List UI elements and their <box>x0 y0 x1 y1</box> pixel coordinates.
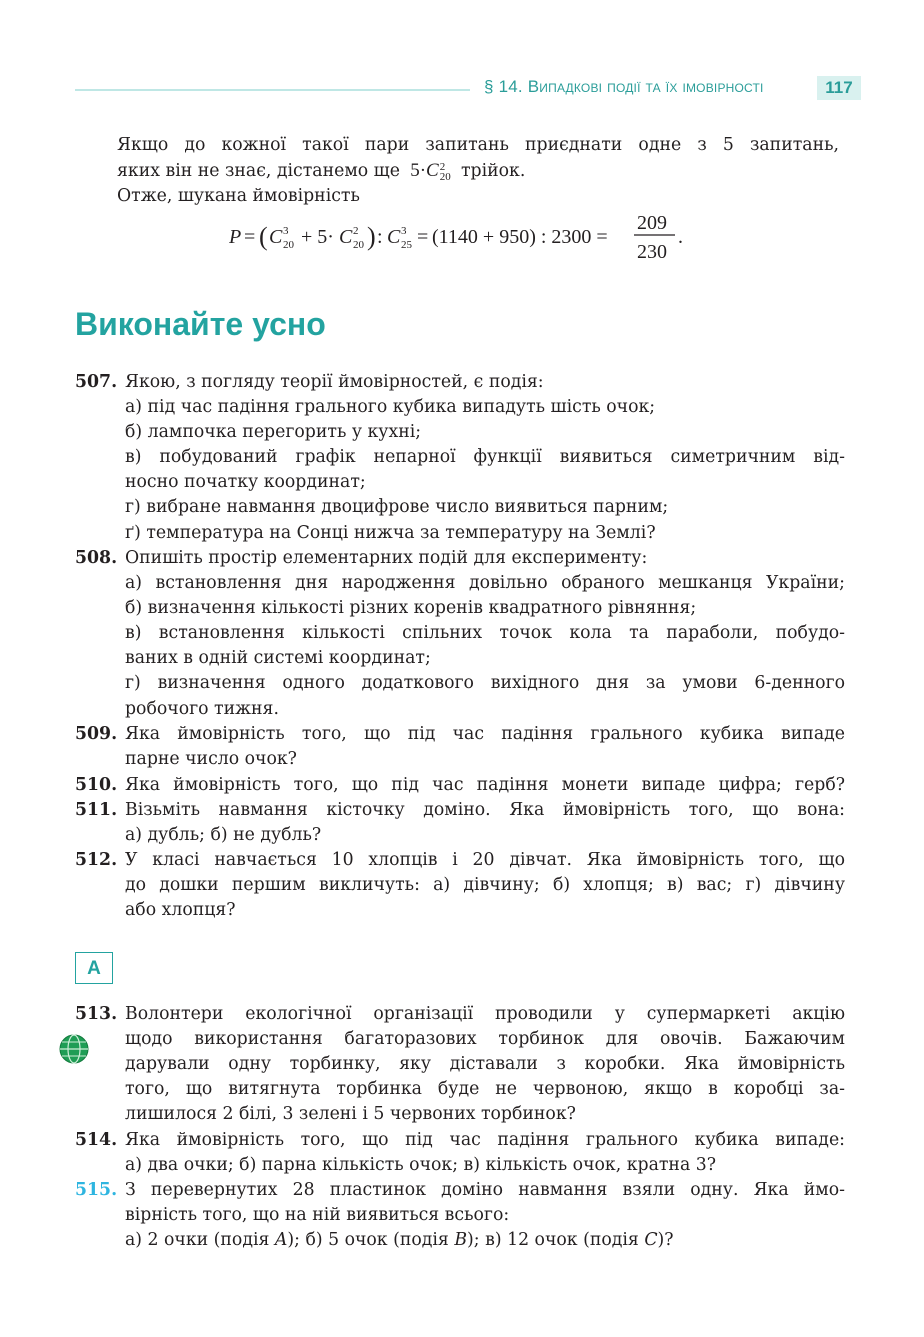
svg-text:3: 3 <box>401 225 407 237</box>
svg-text:2: 2 <box>353 225 359 237</box>
event-b: B <box>454 1230 468 1251</box>
problem-509 <box>75 722 845 772</box>
running-header <box>484 77 764 97</box>
option-b: б) визначення кількості різних коренів квадратного рівняння; <box>125 598 697 619</box>
problem-number: 508. <box>75 548 118 568</box>
option-c-line-2: ваних в одній системі координат; <box>125 648 431 669</box>
intro-line-2 <box>117 158 839 184</box>
problem-number: 511. <box>75 800 118 820</box>
problem-514 <box>75 1128 845 1178</box>
problem-text-line-2: а) дубль; б) не дубль? <box>125 825 322 846</box>
problem-number: 509. <box>75 724 118 744</box>
level-a-badge: А <box>75 952 113 984</box>
formula-denominator: 230 <box>637 241 667 263</box>
problem-text-line-1: Яка ймовірність того, що під час падіння грального кубика випаде <box>125 724 845 744</box>
problem-number: 513. <box>75 1004 118 1024</box>
svg-text:(: ( <box>259 222 268 251</box>
probability-formula <box>229 210 699 266</box>
page-number: 117 <box>817 76 861 100</box>
problem-number: 515. <box>75 1180 118 1200</box>
formula-p: P <box>229 226 242 248</box>
problem-text-line-3: або хлопця? <box>125 900 236 921</box>
problem-508 <box>75 546 845 722</box>
problem-text-line-2: а) два очки; б) парна кількість очок; в) кількість очок, кратна 3? <box>125 1155 717 1176</box>
problem-text-line-1: Візьміть навмання кісточку доміно. Яка ймовірність того, що вона: <box>125 800 845 820</box>
section-title: Випадкові події та їх імовірності <box>527 77 764 96</box>
intro-line-3: Отже, шукана ймовірність <box>117 186 360 206</box>
svg-text:.: . <box>678 226 683 248</box>
svg-text:=: = <box>244 226 256 248</box>
problem-text-line-1: У класі навчається 10 хлопців і 20 дівчат. Яка ймовірність того, що <box>125 850 845 870</box>
option-d: г) вибране навмання двоцифрове число виявиться парним; <box>125 497 669 518</box>
option-a: а) встановлення дня народження довільно обраного мешканця України; <box>125 573 845 594</box>
option-c-line-1: в) побудований графік непарної функції виявиться симетричним від- <box>125 447 845 468</box>
text-part: ); б) 5 очок (подія <box>287 1230 455 1251</box>
combination-expression: 5·C 2 20 <box>405 160 451 183</box>
problem-text-line-1: З перевернутих 28 пластинок доміно навмання взяли одну. Яка ймо- <box>125 1180 845 1200</box>
intro-line-2-text: яких він не знає, дістанемо ще <box>117 161 400 181</box>
problem-511 <box>75 798 845 848</box>
problem-text-line-4: того, що витягнута торбинка буде не червоною, якщо в коробці за- <box>125 1079 845 1100</box>
formula-middle: (1140 + 950) : 2300 = <box>432 226 608 248</box>
problem-507 <box>75 370 845 546</box>
option-b: б) лампочка перегорить у кухні; <box>125 422 422 443</box>
svg-text:=: = <box>417 226 429 248</box>
intro-line-1: Якщо до кожної такої пари запитань приєднати одне з 5 запитань, <box>117 135 839 155</box>
option-d-line-2: робочого тижня. <box>125 698 279 719</box>
problem-text: Якою, з погляду теорії ймовірностей, є подія: <box>125 372 544 392</box>
option-c-line-1: в) встановлення кількості спільних точок кола та параболи, побудо- <box>125 623 845 644</box>
intro-paragraph <box>117 133 839 209</box>
problem-text-line-2: парне число очок? <box>125 749 297 770</box>
svg-text:): ) <box>367 222 376 251</box>
text-part: )? <box>657 1230 674 1251</box>
svg-text:+ 5·: + 5· <box>301 226 334 248</box>
svg-text:C: C <box>339 226 353 248</box>
problem-text-line-1: Волонтери екологічної організації проводили у супермаркеті акцію <box>125 1004 845 1024</box>
option-c-line-2: носно початку координат; <box>125 472 366 493</box>
problem-text-line-1: Яка ймовірність того, що під час падіння монети випаде цифра; герб? <box>125 775 845 795</box>
section-heading: Виконайте усно <box>75 306 326 342</box>
svg-text:25: 25 <box>401 239 412 251</box>
problem-515 <box>75 1178 845 1253</box>
svg-text:20: 20 <box>283 239 294 251</box>
problem-text-line-5: лишилося 2 білі, 3 зелені і 5 червоних торбинок? <box>125 1104 576 1125</box>
problem-510 <box>75 773 845 798</box>
section-number: § 14. <box>484 77 523 96</box>
problem-text-line-1: Яка ймовірність того, що під час падіння грального кубика випаде: <box>125 1130 845 1150</box>
event-a: A <box>274 1230 288 1251</box>
event-c: C <box>644 1230 658 1251</box>
problem-number: 510. <box>75 775 118 795</box>
svg-text:C: C <box>269 226 283 248</box>
problem-number: 512. <box>75 850 118 870</box>
problem-text-line-3: дарували одну торбинку, яку діставали з коробки. Яка ймовірність <box>125 1054 845 1075</box>
svg-text:3: 3 <box>283 225 289 237</box>
svg-text::: : <box>377 226 383 248</box>
text-part: а) 2 очки (подія <box>125 1230 275 1251</box>
problem-number: 514. <box>75 1130 118 1150</box>
problem-513 <box>75 1002 845 1127</box>
problem-text: Опишіть простір елементарних подій для експерименту: <box>125 548 648 568</box>
header-rule <box>75 89 470 91</box>
problem-text-line-3 <box>75 1228 845 1253</box>
option-a: а) під час падіння грального кубика випадуть шість очок; <box>125 397 656 418</box>
option-e: ґ) температура на Сонці нижча за температуру на Землі? <box>125 522 656 543</box>
problem-text-line-2: щодо використання багаторазових торбинок для овочів. Бажаючим <box>125 1029 845 1050</box>
formula-numerator: 209 <box>637 212 667 234</box>
svg-text:C: C <box>387 226 401 248</box>
problem-number: 507. <box>75 372 118 392</box>
text-part: ); в) 12 очок (подія <box>467 1230 645 1251</box>
intro-line-2-end: трійок. <box>460 161 526 181</box>
option-d-line-1: г) визначення одного додаткового вихідного дня за умови 6-денного <box>125 673 845 694</box>
problem-512 <box>75 848 845 923</box>
svg-text:20: 20 <box>353 239 364 251</box>
problem-text-line-2: до дошки першим викличуть: а) дівчину; б) хлопця; в) вас; г) дівчину <box>125 875 845 896</box>
problem-text-line-2: вірність того, що на ній виявиться всього: <box>125 1205 510 1226</box>
